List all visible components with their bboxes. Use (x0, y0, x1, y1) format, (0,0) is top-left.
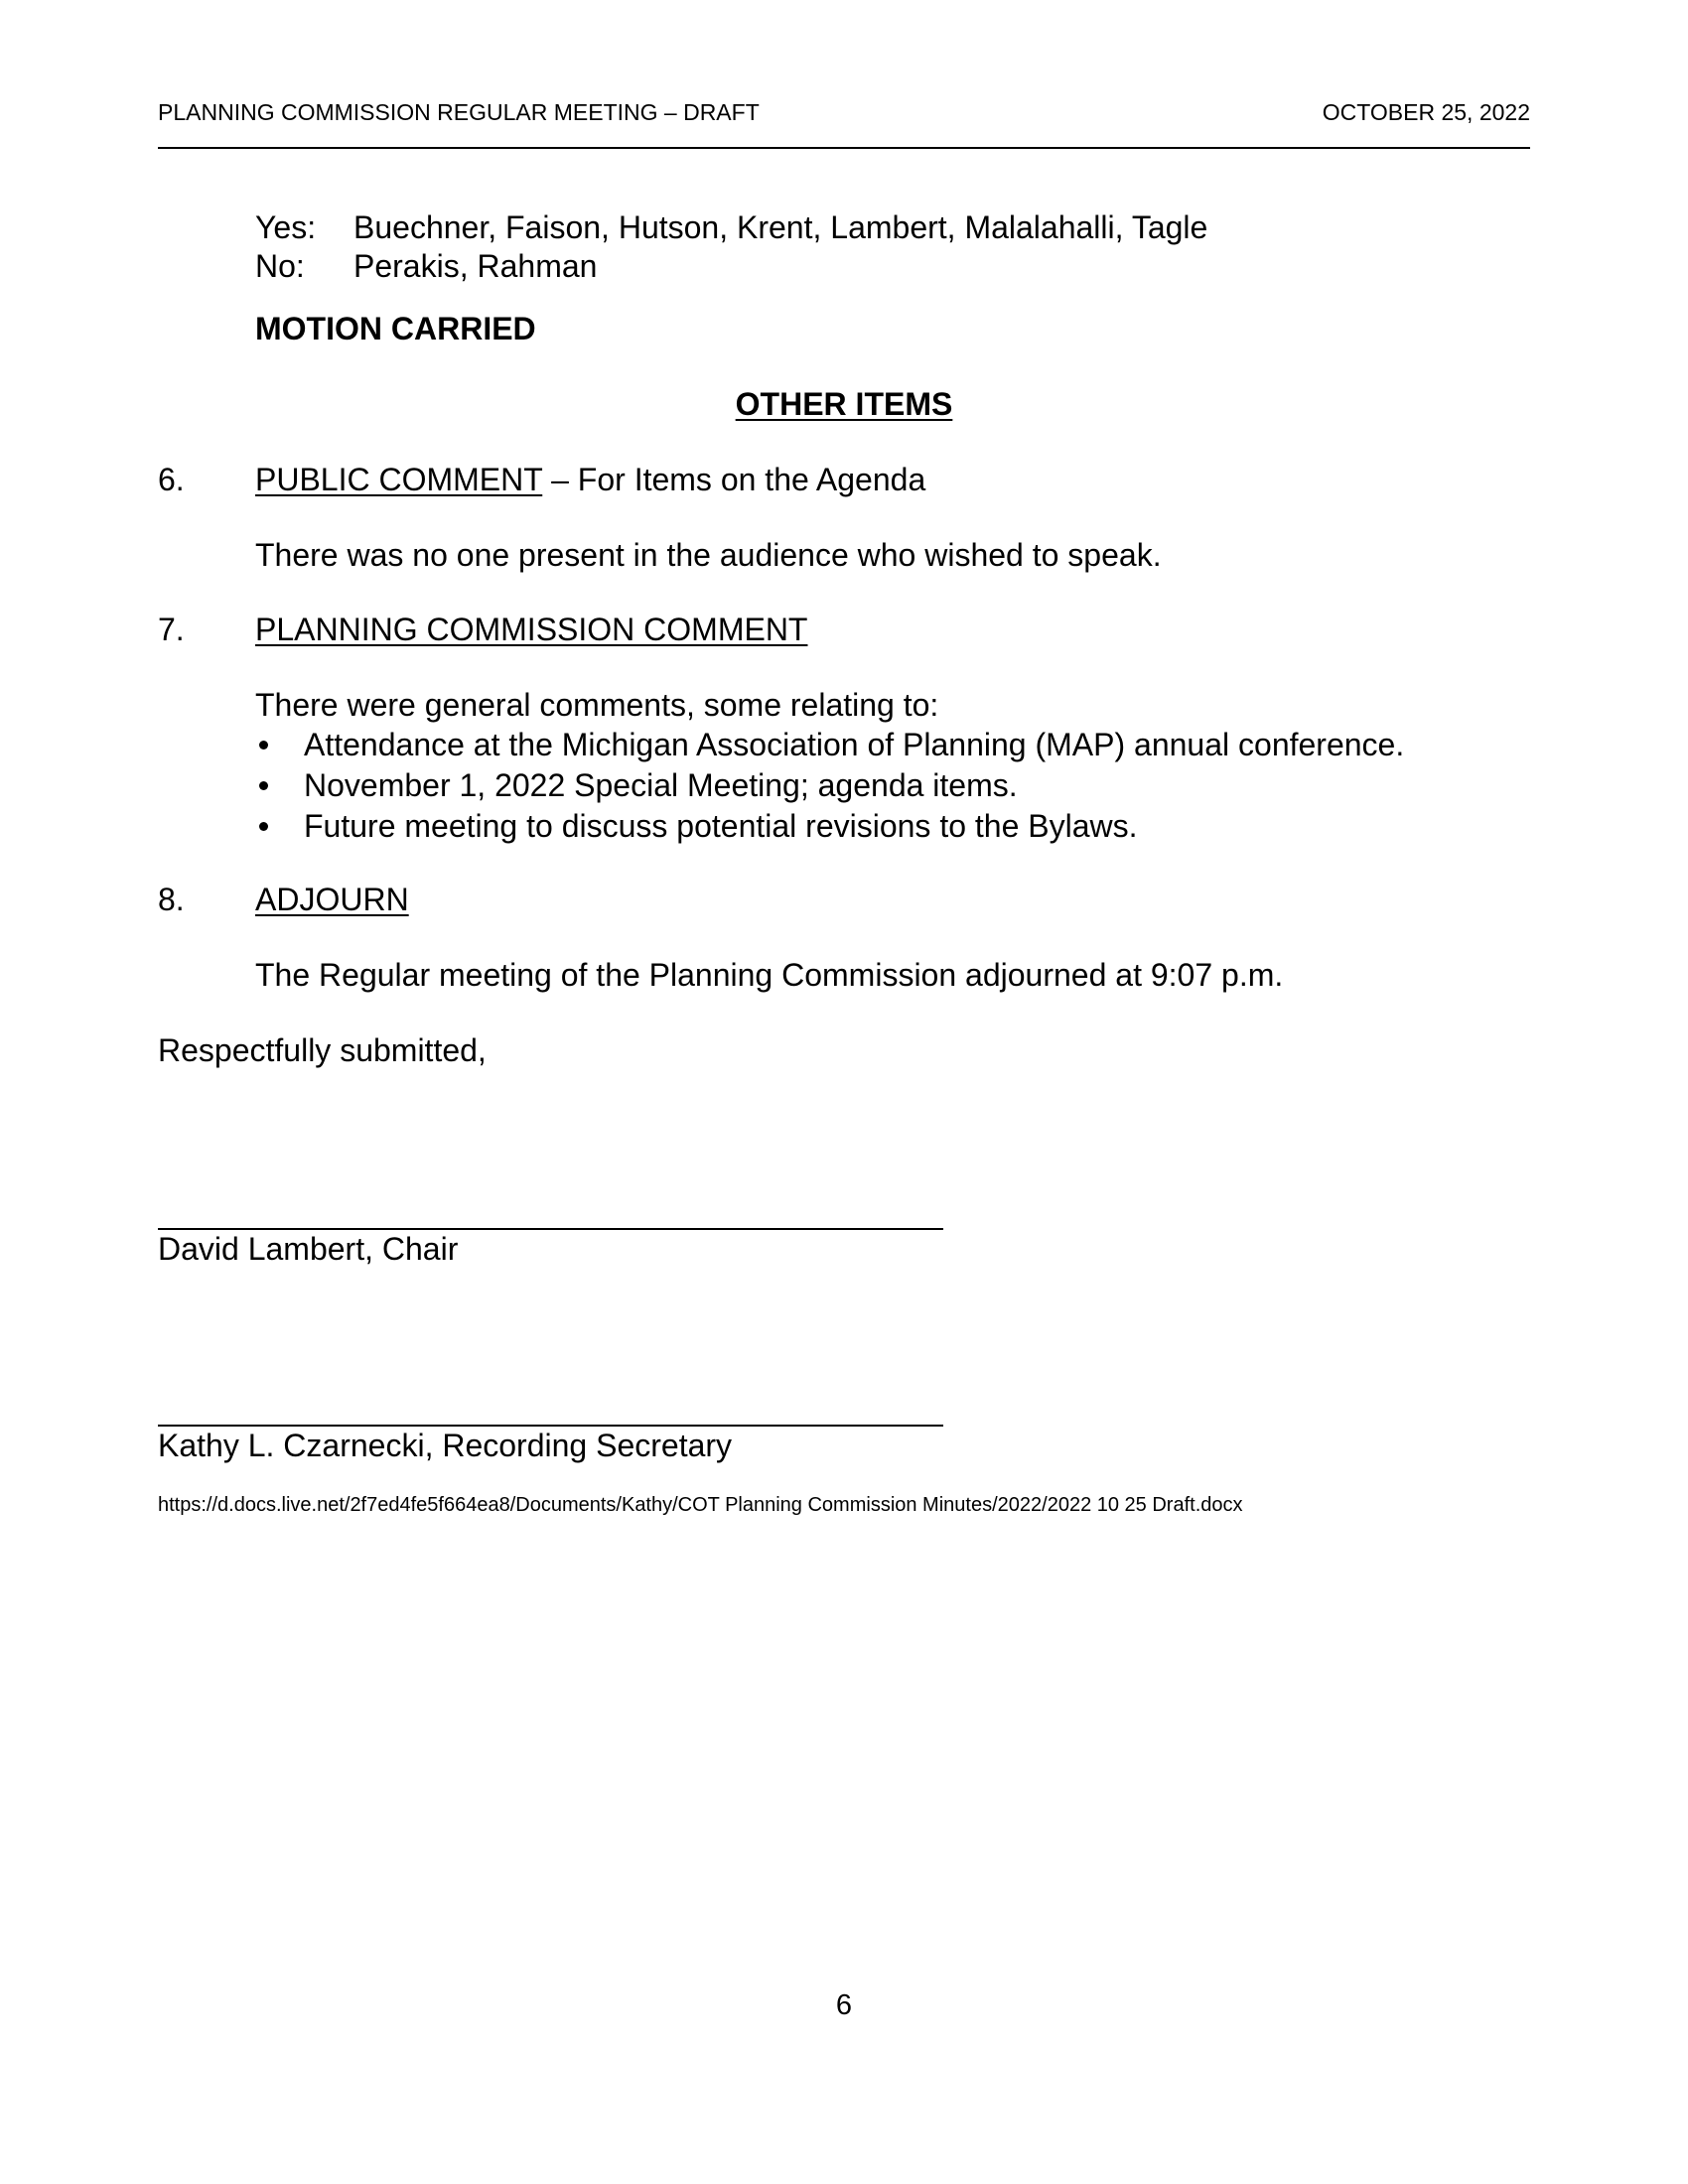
bullet-icon (259, 822, 268, 831)
bullet-icon (259, 741, 268, 750)
vote-yes-names: Buechner, Faison, Hutson, Krent, Lambert, Malalahalli, Tagle (353, 209, 1208, 245)
item-body: There was no one present in the audience who wished to speak. (255, 537, 1162, 573)
file-path: https://d.docs.live.net/2f7ed4fe5f664ea8/Documents/Kathy/COT Planning Commission Minutes/2022/2022 10 25 Draft.docx (158, 1494, 1243, 1516)
vote-no-names: Perakis, Rahman (353, 248, 598, 284)
item-title: ADJOURN (255, 882, 409, 917)
item-number: 6. (158, 462, 185, 497)
item-number: 8. (158, 882, 185, 917)
bullet-icon (259, 781, 268, 790)
item-body: The Regular meeting of the Planning Commission adjourned at 9:07 p.m. (255, 957, 1284, 993)
page-number: 6 (835, 1989, 853, 2021)
list-item: Future meeting to discuss potential revisions to the Bylaws. (304, 808, 1138, 844)
item-body: There were general comments, some relating to: (255, 687, 939, 723)
signature-line (158, 1228, 943, 1230)
closing-text: Respectfully submitted, (158, 1032, 487, 1068)
signature-name: Kathy L. Czarnecki, Recording Secretary (158, 1428, 733, 1463)
item-title: PUBLIC COMMENT (255, 462, 543, 497)
vote-yes-label: Yes: (255, 209, 317, 245)
list-item: November 1, 2022 Special Meeting; agenda items. (304, 767, 1018, 803)
item-heading (255, 462, 925, 498)
list-item: Attendance at the Michigan Association of Planning (MAP) annual conference. (304, 727, 1405, 762)
item-title-suffix: – For Items on the Agenda (542, 462, 926, 497)
vote-no-label: No: (255, 248, 305, 284)
header-rule (158, 147, 1530, 149)
item-title: PLANNING COMMISSION COMMENT (255, 612, 808, 647)
header-title: PLANNING COMMISSION REGULAR MEETING – DRAFT (158, 99, 760, 125)
signature-line (158, 1425, 943, 1427)
signature-name: David Lambert, Chair (158, 1231, 459, 1267)
section-heading: OTHER ITEMS (735, 386, 953, 422)
header-date: OCTOBER 25, 2022 (1322, 99, 1530, 125)
motion-result: MOTION CARRIED (255, 311, 536, 346)
item-number: 7. (158, 612, 185, 647)
